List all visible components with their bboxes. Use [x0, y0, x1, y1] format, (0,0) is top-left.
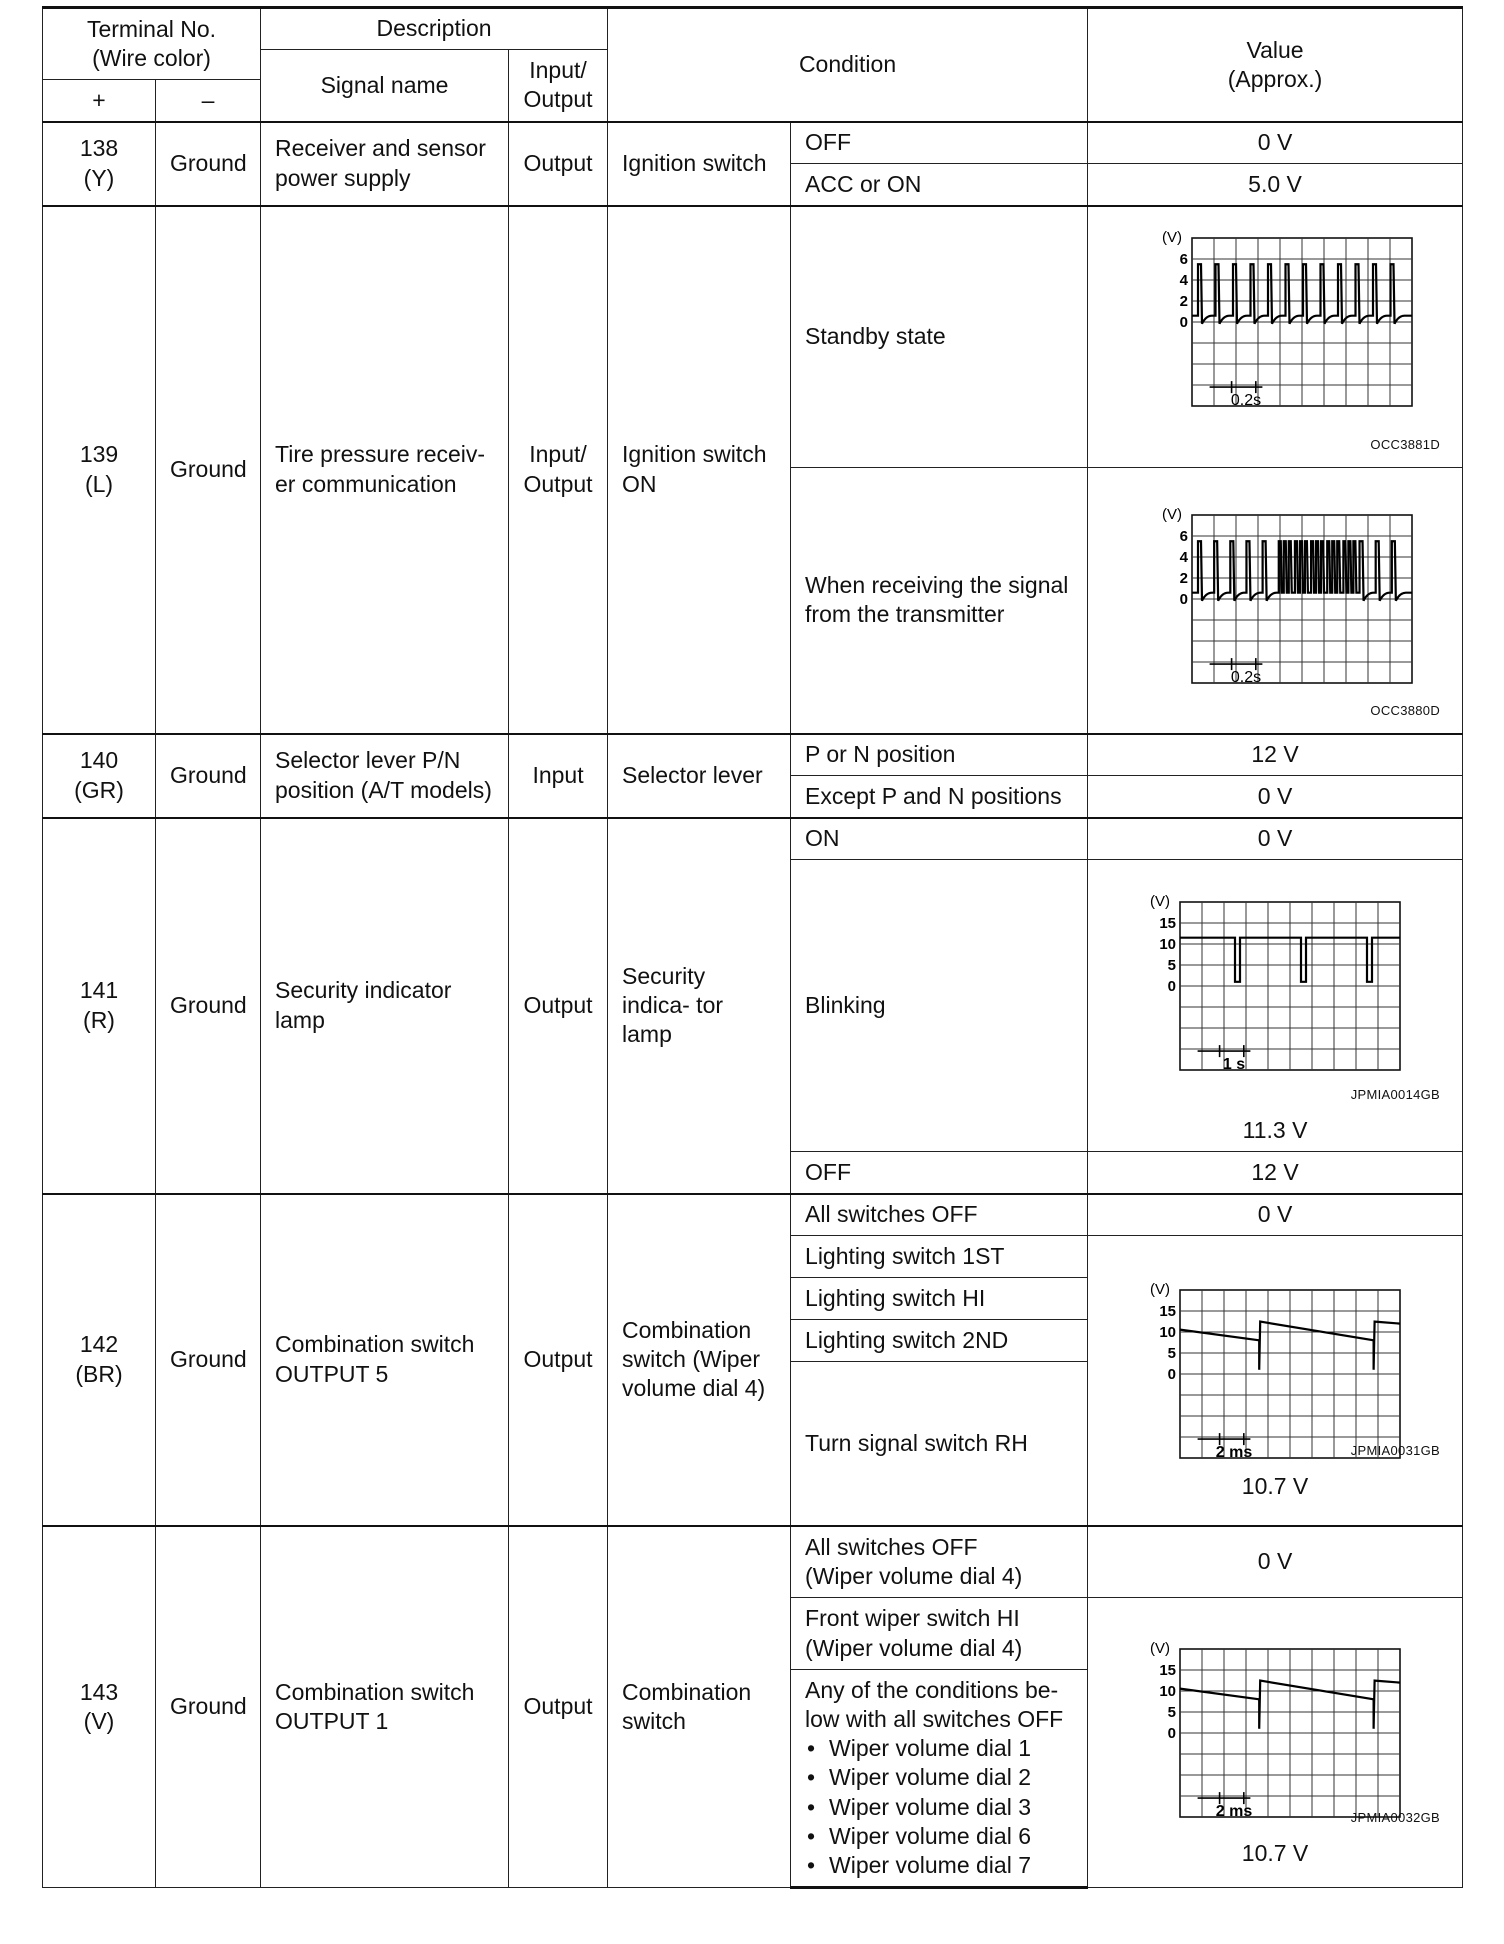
sub-condition	[791, 1670, 1088, 1888]
header-value-label: Value	[1246, 36, 1304, 63]
waveform-cell	[1088, 468, 1463, 734]
terminal-cell	[43, 1526, 156, 1888]
terminal-number: 140	[79, 747, 119, 774]
time-div-label: 2 ms	[1215, 1802, 1253, 1820]
y-tick-label: 6	[1179, 250, 1189, 268]
value: 12 V	[1088, 1152, 1463, 1194]
io-direction: Output	[509, 1526, 608, 1888]
header-io-line2: Output	[523, 86, 593, 113]
y-unit-label: (V)	[1150, 1639, 1171, 1657]
header-description: Description	[261, 8, 608, 50]
y-tick-label: 0	[1179, 313, 1189, 331]
y-tick-label: 6	[1179, 528, 1189, 546]
sub-condition-line: Front wiper switch HI	[805, 1605, 1020, 1632]
figure-id: JPMIA0014GB	[1350, 1087, 1441, 1103]
condition: Combination switch (Wiper volume dial 4)	[608, 1194, 791, 1526]
waveform-cell	[1088, 206, 1463, 468]
terminal-number: 139	[79, 441, 119, 468]
y-tick-label: 0	[1167, 1365, 1177, 1383]
y-tick-label: 15	[1159, 1661, 1177, 1679]
sub-condition	[791, 1526, 1088, 1598]
sub-condition: OFF	[791, 122, 1088, 164]
sub-condition-line: All switches OFF	[805, 1533, 978, 1560]
sub-condition: Lighting switch 1ST	[791, 1236, 1088, 1278]
io-line2: Output	[523, 470, 593, 497]
row-group-142	[43, 1194, 1463, 1526]
y-tick-label: 2	[1179, 292, 1189, 310]
terminal-cell	[43, 1194, 156, 1526]
header-minus: –	[156, 80, 261, 122]
condition: Security indica- tor lamp	[608, 818, 791, 1194]
sub-condition	[791, 1598, 1088, 1670]
sub-condition: P or N position	[791, 734, 1088, 776]
header-value-approx: (Approx.)	[1227, 65, 1323, 92]
figure-id: JPMIA0031GB	[1350, 1443, 1441, 1459]
terminal-cell	[43, 734, 156, 818]
value: 10.7 V	[1241, 1839, 1309, 1866]
signal-name: Tire pressure receiv- er communication	[261, 206, 509, 734]
value: 0 V	[1088, 1194, 1463, 1236]
sub-condition: When receiving the signal from the transmitter	[791, 468, 1088, 734]
value: 0 V	[1088, 122, 1463, 164]
figure-id: JPMIA0032GB	[1350, 1810, 1441, 1826]
sub-condition: Lighting switch 2ND	[791, 1320, 1088, 1362]
row-group-139	[43, 206, 1463, 734]
header-terminal-no: Terminal No.	[86, 15, 217, 42]
condition: Ignition switch ON	[608, 206, 791, 734]
condition: Combination switch	[608, 1526, 791, 1888]
waveform-receiving	[1152, 491, 1452, 691]
y-unit-label: (V)	[1150, 1280, 1171, 1298]
sub-condition: Lighting switch HI	[791, 1278, 1088, 1320]
value: 0 V	[1088, 818, 1463, 860]
signal-name: Combination switch OUTPUT 1	[261, 1526, 509, 1888]
sub-condition-line: (Wiper volume dial 4)	[805, 1634, 1023, 1661]
value: 0 V	[1088, 776, 1463, 818]
table-header	[43, 8, 1463, 122]
terminal-number: 143	[79, 1678, 119, 1705]
y-tick-label: 10	[1159, 935, 1177, 953]
figure-id: OCC3881D	[1370, 437, 1441, 453]
wire-color: (BR)	[75, 1360, 123, 1387]
waveform-trace	[1192, 542, 1412, 601]
sub-condition: ON	[791, 818, 1088, 860]
terminal-table	[42, 6, 1463, 1889]
y-tick-label: 15	[1159, 1302, 1177, 1320]
sub-condition: Blinking	[791, 860, 1088, 1152]
value: 12 V	[1088, 734, 1463, 776]
sub-condition: OFF	[791, 1152, 1088, 1194]
minus-terminal: Ground	[156, 1194, 261, 1526]
y-unit-label: (V)	[1150, 892, 1171, 910]
row-group-138	[43, 122, 1463, 206]
waveform-output5	[1140, 1266, 1440, 1466]
signal-name: Security indicator lamp	[261, 818, 509, 1194]
sub-condition: Turn signal switch RH	[791, 1362, 1088, 1526]
y-tick-label: 0	[1179, 591, 1189, 609]
y-tick-label: 2	[1179, 570, 1189, 588]
wire-color: (V)	[83, 1707, 115, 1734]
row-group-140	[43, 734, 1463, 818]
list-item: • Wiper volume dial 7	[805, 1851, 1073, 1880]
y-tick-label: 4	[1179, 549, 1189, 567]
list-item: • Wiper volume dial 6	[805, 1822, 1073, 1851]
sub-condition: Standby state	[791, 206, 1088, 468]
waveform-standby	[1152, 214, 1452, 414]
signal-name: Selector lever P/N position (A/T models)	[261, 734, 509, 818]
terminal-table-page	[42, 6, 1462, 1889]
header-condition: Condition	[608, 8, 1088, 122]
sub-condition-line: Any of the conditions be-	[805, 1676, 1059, 1703]
signal-name: Receiver and sensor power supply	[261, 122, 509, 206]
y-tick-label: 5	[1167, 1344, 1177, 1362]
condition: Selector lever	[608, 734, 791, 818]
terminal-number: 141	[79, 977, 119, 1004]
time-div-label: 0.2s	[1230, 669, 1262, 687]
terminal-number: 142	[79, 1331, 119, 1358]
minus-terminal: Ground	[156, 122, 261, 206]
io-line1: Input/	[529, 441, 587, 468]
terminal-cell	[43, 122, 156, 206]
y-unit-label: (V)	[1162, 228, 1183, 246]
y-tick-label: 0	[1167, 977, 1177, 995]
list-item: • Wiper volume dial 1	[805, 1734, 1073, 1763]
waveform-output1	[1140, 1625, 1440, 1825]
list-item: • Wiper volume dial 2	[805, 1763, 1073, 1792]
y-tick-label: 4	[1179, 271, 1189, 289]
time-div-label: 0.2s	[1230, 391, 1262, 409]
header-signal-name: Signal name	[261, 50, 509, 122]
terminal-cell	[43, 818, 156, 1194]
figure-id: OCC3880D	[1370, 702, 1441, 718]
header-value	[1088, 8, 1463, 122]
minus-terminal: Ground	[156, 206, 261, 734]
wire-color: (R)	[83, 1006, 115, 1033]
header-io	[509, 50, 608, 122]
io-direction: Output	[509, 122, 608, 206]
header-wire-color: (Wire color)	[92, 45, 211, 71]
time-div-label: 1 s	[1222, 1055, 1246, 1073]
value: 5.0 V	[1088, 164, 1463, 206]
y-tick-label: 0	[1167, 1724, 1177, 1742]
waveform-blinking	[1140, 878, 1440, 1078]
io-direction	[509, 206, 608, 734]
y-tick-label: 15	[1159, 914, 1177, 932]
wire-color: (GR)	[74, 776, 124, 803]
y-tick-label: 5	[1167, 1703, 1177, 1721]
value: 10.7 V	[1241, 1472, 1309, 1499]
header-io-line1: Input/	[529, 57, 587, 84]
sub-condition: ACC or ON	[791, 164, 1088, 206]
y-unit-label: (V)	[1162, 506, 1183, 524]
y-tick-label: 10	[1159, 1323, 1177, 1341]
sub-condition-line: low with all switches OFF	[805, 1705, 1064, 1732]
io-direction: Input	[509, 734, 608, 818]
time-div-label: 2 ms	[1215, 1443, 1253, 1461]
y-tick-label: 5	[1167, 956, 1177, 974]
wiper-dial-list	[805, 1734, 1073, 1880]
io-direction: Output	[509, 818, 608, 1194]
waveform-cell	[1088, 1236, 1463, 1526]
header-terminal	[43, 8, 261, 80]
terminal-cell	[43, 206, 156, 734]
waveform-cell	[1088, 860, 1463, 1152]
io-direction: Output	[509, 1194, 608, 1526]
wire-color: (L)	[84, 470, 114, 497]
list-item: • Wiper volume dial 3	[805, 1793, 1073, 1822]
wire-color: (Y)	[83, 164, 115, 191]
sub-condition: Except P and N positions	[791, 776, 1088, 818]
row-group-143	[43, 1526, 1463, 1888]
y-tick-label: 10	[1159, 1682, 1177, 1700]
sub-condition-line: (Wiper volume dial 4)	[805, 1562, 1023, 1589]
sub-condition: All switches OFF	[791, 1194, 1088, 1236]
waveform-cell	[1088, 1598, 1463, 1888]
waveform-trace	[1192, 264, 1412, 323]
value: 0 V	[1088, 1526, 1463, 1598]
minus-terminal: Ground	[156, 1526, 261, 1888]
terminal-number: 138	[79, 135, 119, 162]
row-group-141	[43, 818, 1463, 1194]
signal-name: Combination switch OUTPUT 5	[261, 1194, 509, 1526]
header-plus: +	[43, 80, 156, 122]
value: 11.3 V	[1242, 1116, 1308, 1143]
condition: Ignition switch	[608, 122, 791, 206]
minus-terminal: Ground	[156, 818, 261, 1194]
minus-terminal: Ground	[156, 734, 261, 818]
